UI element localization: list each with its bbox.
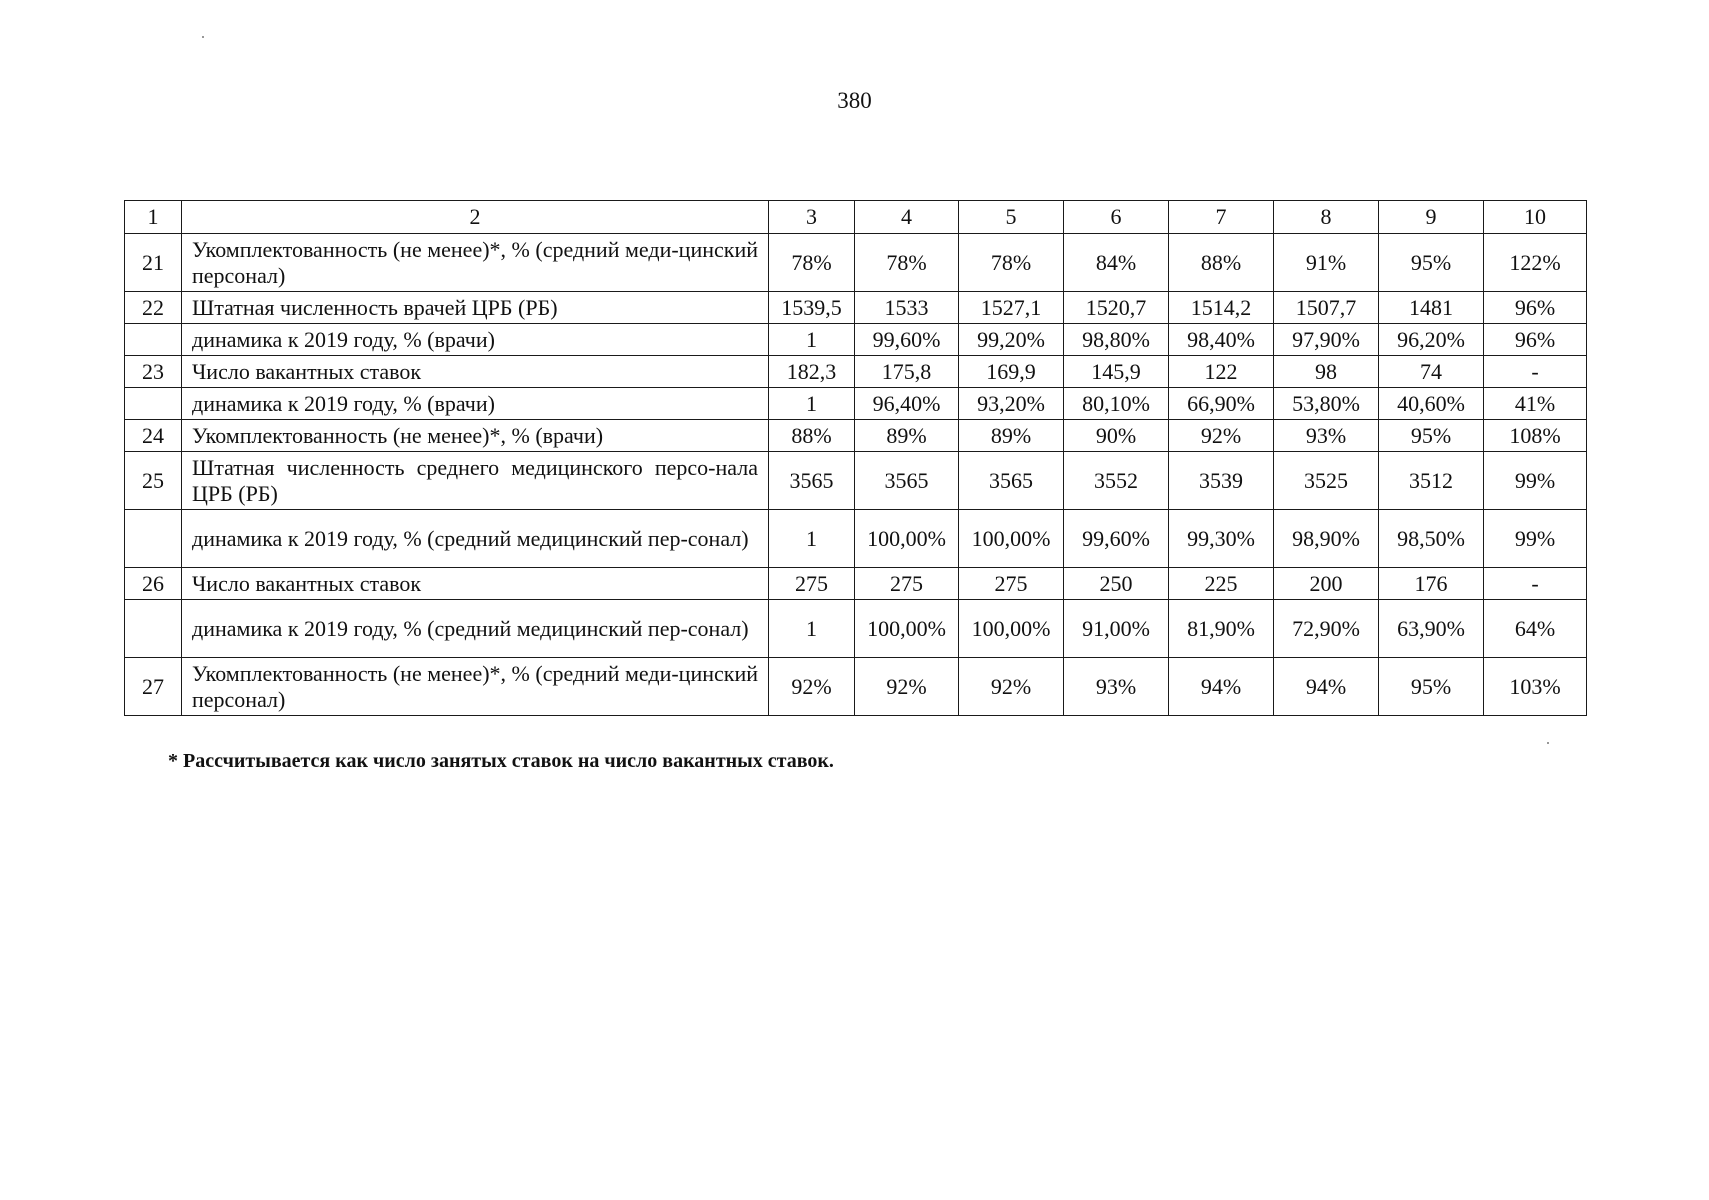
value-cell: 95% xyxy=(1379,658,1484,716)
value-cell: 3565 xyxy=(959,452,1064,510)
indicator-name-cell: динамика к 2019 году, % (средний медицинский пер-сонал) xyxy=(182,600,769,658)
value-cell: 96,40% xyxy=(855,388,959,420)
row-number-cell: 23 xyxy=(125,356,182,388)
table-row xyxy=(125,292,1587,324)
header-cell: 3 xyxy=(769,201,855,234)
value-cell: 100,00% xyxy=(855,510,959,568)
header-cell: 10 xyxy=(1484,201,1587,234)
value-cell: 98,50% xyxy=(1379,510,1484,568)
value-cell: 176 xyxy=(1379,568,1484,600)
value-cell: 1507,7 xyxy=(1274,292,1379,324)
value-cell: 1533 xyxy=(855,292,959,324)
table-row xyxy=(125,388,1587,420)
value-cell: 96% xyxy=(1484,292,1587,324)
value-cell: 1481 xyxy=(1379,292,1484,324)
value-cell: 89% xyxy=(855,420,959,452)
value-cell: 3552 xyxy=(1064,452,1169,510)
row-number-cell: 24 xyxy=(125,420,182,452)
value-cell: 1514,2 xyxy=(1169,292,1274,324)
value-cell: 99,20% xyxy=(959,324,1064,356)
value-cell: 1 xyxy=(769,324,855,356)
row-number-cell: 21 xyxy=(125,234,182,292)
value-cell: 92% xyxy=(769,658,855,716)
data-table-container xyxy=(124,200,1586,716)
header-cell: 6 xyxy=(1064,201,1169,234)
value-cell: 275 xyxy=(769,568,855,600)
value-cell: 100,00% xyxy=(959,510,1064,568)
value-cell: 66,90% xyxy=(1169,388,1274,420)
value-cell: 275 xyxy=(959,568,1064,600)
value-cell: 99,30% xyxy=(1169,510,1274,568)
header-cell: 7 xyxy=(1169,201,1274,234)
value-cell: 99% xyxy=(1484,452,1587,510)
table-row xyxy=(125,510,1587,568)
header-row xyxy=(125,201,1587,234)
value-cell: 1520,7 xyxy=(1064,292,1169,324)
value-cell: 88% xyxy=(1169,234,1274,292)
value-cell: - xyxy=(1484,356,1587,388)
value-cell: 96% xyxy=(1484,324,1587,356)
value-cell: 94% xyxy=(1274,658,1379,716)
indicator-name-cell: Штатная численность среднего медицинского персо-нала ЦРБ (РБ) xyxy=(182,452,769,510)
value-cell: 90% xyxy=(1064,420,1169,452)
indicator-name-cell: Укомплектованность (не менее)*, % (средний меди-цинский персонал) xyxy=(182,658,769,716)
header-cell: 2 xyxy=(182,201,769,234)
value-cell: 92% xyxy=(1169,420,1274,452)
table-row xyxy=(125,568,1587,600)
value-cell: 1 xyxy=(769,510,855,568)
scan-speck xyxy=(202,36,204,38)
row-number-cell xyxy=(125,510,182,568)
indicator-name-cell: динамика к 2019 году, % (средний медицинский пер-сонал) xyxy=(182,510,769,568)
value-cell: 99,60% xyxy=(1064,510,1169,568)
indicator-name-cell: Штатная численность врачей ЦРБ (РБ) xyxy=(182,292,769,324)
value-cell: 3539 xyxy=(1169,452,1274,510)
value-cell: 169,9 xyxy=(959,356,1064,388)
value-cell: 1 xyxy=(769,388,855,420)
value-cell: 200 xyxy=(1274,568,1379,600)
value-cell: 1539,5 xyxy=(769,292,855,324)
table-row xyxy=(125,356,1587,388)
value-cell: 225 xyxy=(1169,568,1274,600)
value-cell: 182,3 xyxy=(769,356,855,388)
value-cell: 95% xyxy=(1379,420,1484,452)
value-cell: 122% xyxy=(1484,234,1587,292)
table-row xyxy=(125,452,1587,510)
value-cell: 1 xyxy=(769,600,855,658)
value-cell: 96,20% xyxy=(1379,324,1484,356)
value-cell: 93,20% xyxy=(959,388,1064,420)
value-cell: 97,90% xyxy=(1274,324,1379,356)
table-row xyxy=(125,658,1587,716)
footnote: * Рассчитывается как число занятых ставок на число вакантных ставок. xyxy=(168,750,834,772)
value-cell: 40,60% xyxy=(1379,388,1484,420)
indicator-name-cell: Укомплектованность (не менее)*, % (средний меди-цинский персонал) xyxy=(182,234,769,292)
row-number-cell xyxy=(125,388,182,420)
row-number-cell xyxy=(125,600,182,658)
value-cell: 3565 xyxy=(769,452,855,510)
table-row xyxy=(125,420,1587,452)
value-cell: 64% xyxy=(1484,600,1587,658)
value-cell: 74 xyxy=(1379,356,1484,388)
table-row xyxy=(125,324,1587,356)
value-cell: 84% xyxy=(1064,234,1169,292)
value-cell: 175,8 xyxy=(855,356,959,388)
indicator-name-cell: динамика к 2019 году, % (врачи) xyxy=(182,324,769,356)
value-cell: 81,90% xyxy=(1169,600,1274,658)
header-cell: 9 xyxy=(1379,201,1484,234)
value-cell: 98,80% xyxy=(1064,324,1169,356)
value-cell: 3512 xyxy=(1379,452,1484,510)
value-cell: 103% xyxy=(1484,658,1587,716)
value-cell: 78% xyxy=(959,234,1064,292)
value-cell: 92% xyxy=(855,658,959,716)
indicator-name-cell: динамика к 2019 году, % (врачи) xyxy=(182,388,769,420)
scan-speck xyxy=(1547,742,1549,744)
value-cell: 78% xyxy=(769,234,855,292)
indicator-name-cell: Укомплектованность (не менее)*, % (врачи) xyxy=(182,420,769,452)
value-cell: 3565 xyxy=(855,452,959,510)
value-cell: 250 xyxy=(1064,568,1169,600)
table-row xyxy=(125,600,1587,658)
header-cell: 1 xyxy=(125,201,182,234)
value-cell: 88% xyxy=(769,420,855,452)
value-cell: 94% xyxy=(1169,658,1274,716)
value-cell: 108% xyxy=(1484,420,1587,452)
data-table xyxy=(124,200,1587,716)
value-cell: 91% xyxy=(1274,234,1379,292)
value-cell: 91,00% xyxy=(1064,600,1169,658)
row-number-cell: 26 xyxy=(125,568,182,600)
value-cell: 98,40% xyxy=(1169,324,1274,356)
value-cell: 145,9 xyxy=(1064,356,1169,388)
value-cell: 3525 xyxy=(1274,452,1379,510)
value-cell: 122 xyxy=(1169,356,1274,388)
row-number-cell: 22 xyxy=(125,292,182,324)
value-cell: 89% xyxy=(959,420,1064,452)
value-cell: 80,10% xyxy=(1064,388,1169,420)
indicator-name-cell: Число вакантных ставок xyxy=(182,568,769,600)
value-cell: 99,60% xyxy=(855,324,959,356)
page-number: 380 xyxy=(837,88,872,113)
value-cell: 93% xyxy=(1274,420,1379,452)
table-row xyxy=(125,234,1587,292)
value-cell: 95% xyxy=(1379,234,1484,292)
header-cell: 5 xyxy=(959,201,1064,234)
value-cell: - xyxy=(1484,568,1587,600)
value-cell: 93% xyxy=(1064,658,1169,716)
row-number-cell: 25 xyxy=(125,452,182,510)
header-cell: 8 xyxy=(1274,201,1379,234)
value-cell: 53,80% xyxy=(1274,388,1379,420)
value-cell: 41% xyxy=(1484,388,1587,420)
value-cell: 78% xyxy=(855,234,959,292)
value-cell: 63,90% xyxy=(1379,600,1484,658)
value-cell: 275 xyxy=(855,568,959,600)
header-cell: 4 xyxy=(855,201,959,234)
indicator-name-cell: Число вакантных ставок xyxy=(182,356,769,388)
value-cell: 92% xyxy=(959,658,1064,716)
value-cell: 100,00% xyxy=(959,600,1064,658)
row-number-cell xyxy=(125,324,182,356)
value-cell: 99% xyxy=(1484,510,1587,568)
value-cell: 1527,1 xyxy=(959,292,1064,324)
value-cell: 98,90% xyxy=(1274,510,1379,568)
value-cell: 100,00% xyxy=(855,600,959,658)
value-cell: 98 xyxy=(1274,356,1379,388)
row-number-cell: 27 xyxy=(125,658,182,716)
value-cell: 72,90% xyxy=(1274,600,1379,658)
